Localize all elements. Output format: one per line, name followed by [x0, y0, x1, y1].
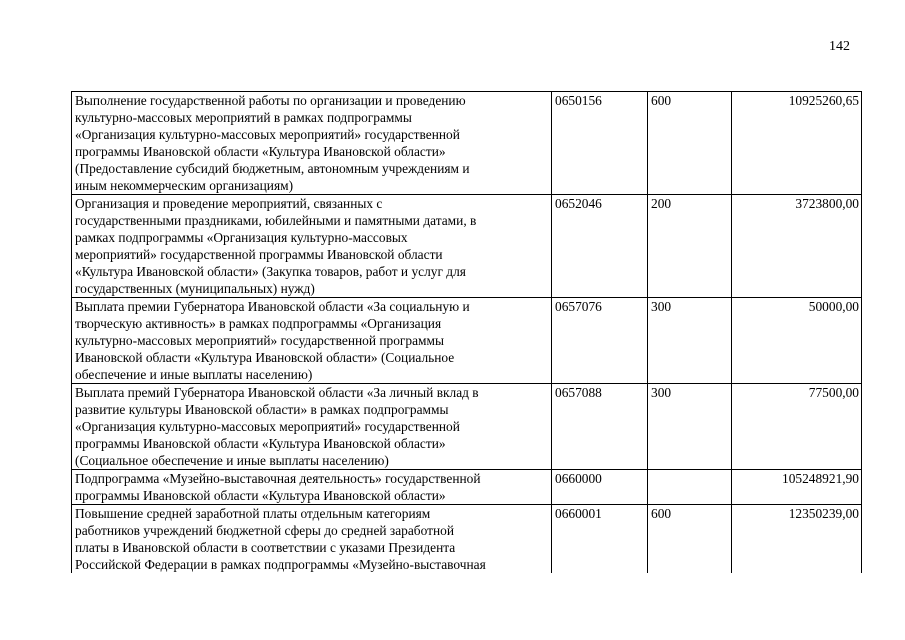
- target-code: 0657076: [552, 298, 648, 384]
- description-line: программы Ивановской области «Культура Ивановской области»: [75, 436, 446, 451]
- description-line: обеспечение и иные выплаты населению): [75, 367, 313, 382]
- description-line: «Организация культурно-массовых мероприятий» государственной: [75, 419, 460, 434]
- description-line: Организация и проведение мероприятий, связанных с: [75, 196, 383, 211]
- table-row: [72, 92, 862, 195]
- row-description: [72, 298, 552, 384]
- expenditure-type: 600: [648, 92, 732, 195]
- row-description: [72, 505, 552, 574]
- description-line: платы в Ивановской области в соответствии с указами Президента: [75, 540, 456, 555]
- row-description: [72, 470, 552, 505]
- table-row: [72, 384, 862, 470]
- description-line: Повышение средней заработной платы отдельным категориям: [75, 506, 431, 521]
- budget-table: [71, 91, 862, 573]
- target-code: 0660000: [552, 470, 648, 505]
- description-line: развитие культуры Ивановской области» в рамках подпрограммы: [75, 402, 449, 417]
- budget-table-body: [72, 92, 862, 574]
- description-line: творческую активность» в рамках подпрограммы «Организация: [75, 316, 442, 331]
- expenditure-type: 300: [648, 298, 732, 384]
- expenditure-type: [648, 470, 732, 505]
- description-line: государственных (муниципальных) нужд): [75, 281, 315, 296]
- description-line: программы Ивановской области «Культура Ивановской области»: [75, 144, 446, 159]
- description-line: программы Ивановской области «Культура Ивановской области»: [75, 488, 446, 503]
- description-line: мероприятий» государственной программы Ивановской области: [75, 247, 443, 262]
- description-line: Выполнение государственной работы по организации и проведению: [75, 93, 466, 108]
- table-row: [72, 470, 862, 505]
- description-line: Подпрограмма «Музейно-выставочная деятельность» государственной: [75, 471, 481, 486]
- target-code: 0660001: [552, 505, 648, 574]
- description-line: культурно-массовых мероприятий» государственной программы: [75, 333, 444, 348]
- target-code: 0657088: [552, 384, 648, 470]
- table-row: [72, 505, 862, 574]
- description-line: рамках подпрограммы «Организация культурно-массовых: [75, 230, 408, 245]
- expenditure-type: 200: [648, 195, 732, 298]
- row-description: [72, 384, 552, 470]
- table-row: [72, 298, 862, 384]
- description-line: Выплата премии Губернатора Ивановской области «За социальную и: [75, 299, 470, 314]
- description-line: «Организация культурно-массовых мероприятий» государственной: [75, 127, 460, 142]
- description-line: (Предоставление субсидий бюджетным, автономным учреждениям и: [75, 161, 470, 176]
- description-line: (Социальное обеспечение и иные выплаты населению): [75, 453, 389, 468]
- description-line: Российской Федерации в рамках подпрограммы «Музейно-выставочная: [75, 557, 486, 572]
- page-number: 142: [829, 39, 850, 54]
- table-row: [72, 195, 862, 298]
- expenditure-type: 600: [648, 505, 732, 574]
- amount: 3723800,00: [732, 195, 862, 298]
- description-line: государственными праздниками, юбилейными и памятными датами, в: [75, 213, 477, 228]
- amount: 10925260,65: [732, 92, 862, 195]
- row-description: [72, 92, 552, 195]
- description-line: Выплата премий Губернатора Ивановской области «За личный вклад в: [75, 385, 479, 400]
- expenditure-type: 300: [648, 384, 732, 470]
- target-code: 0650156: [552, 92, 648, 195]
- description-line: «Культура Ивановской области» (Закупка товаров, работ и услуг для: [75, 264, 466, 279]
- description-line: работников учреждений бюджетной сферы до средней заработной: [75, 523, 455, 538]
- description-line: культурно-массовых мероприятий в рамках подпрограммы: [75, 110, 412, 125]
- amount: 12350239,00: [732, 505, 862, 574]
- amount: 105248921,90: [732, 470, 862, 505]
- target-code: 0652046: [552, 195, 648, 298]
- amount: 77500,00: [732, 384, 862, 470]
- description-line: иным некоммерческим организациям): [75, 178, 294, 193]
- row-description: [72, 195, 552, 298]
- description-line: Ивановской области «Культура Ивановской области» (Социальное: [75, 350, 455, 365]
- amount: 50000,00: [732, 298, 862, 384]
